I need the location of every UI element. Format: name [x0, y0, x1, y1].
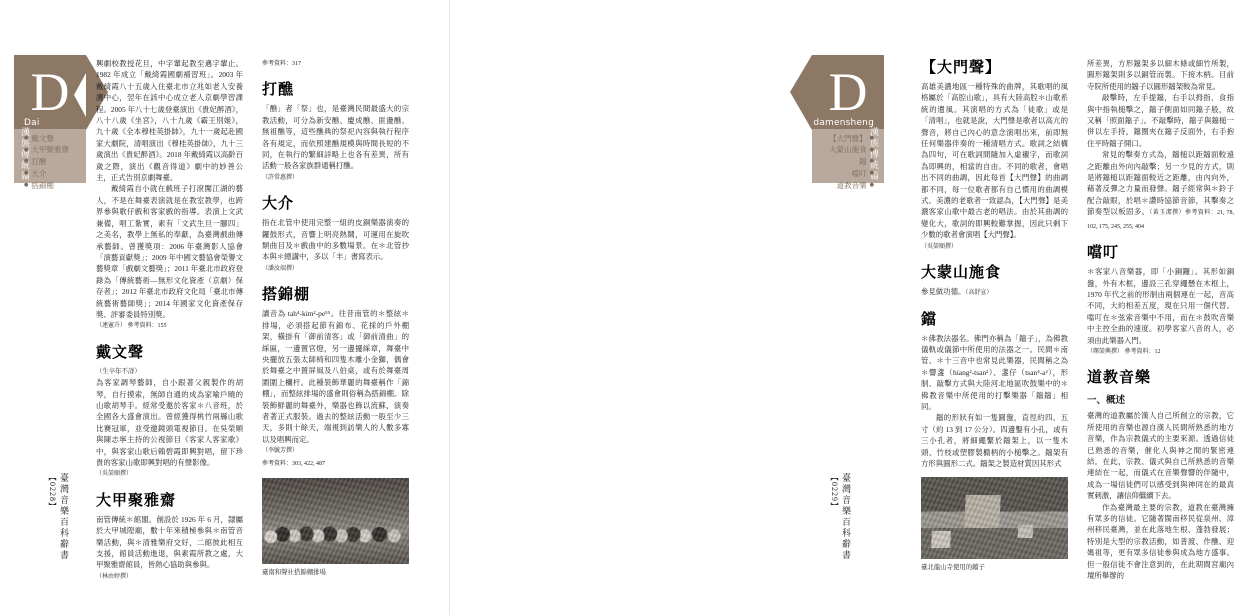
figure-crowd-photo	[262, 478, 409, 577]
running-footer-right	[828, 473, 852, 593]
tab-list-item[interactable]: 噹叮 ●	[806, 168, 874, 180]
book-title: 臺灣音樂百科辭書	[841, 473, 851, 561]
tab-list-item[interactable]: ● 戴文聲	[24, 133, 86, 145]
figure-altar-photo	[921, 477, 1068, 572]
entry-author: （吳榮順撰）	[96, 471, 133, 478]
entry-heading: 大甲聚雅齋	[96, 492, 177, 509]
entry-heading: 噹叮	[1087, 245, 1120, 262]
book-title: 臺灣音樂百科辭書	[59, 473, 69, 561]
entry-author: （潘汝端撰）	[262, 265, 299, 272]
entry-subheading: 一、概述	[1087, 396, 1126, 407]
entry-body: 高雄美濃地區一種特殊的曲牌，其歌唱的風格屬於「高腔山歌」，具有大陸高腔＊山歌系統的遺風。其演唱的方式為「徒歌」或是「清唱」，也就是說，大門聲是歌者以高亢的聲音，將自己內心的意念演唱出來，前即無任何樂器伴奏的一種清唱方式。歌詞之結構為四句，可在歌詞間隨加入虛襯字，而歌詞為即興的，相當的自由。不同的歌者，會唱出不同的曲調，因此每首【大門聲】的曲調都不同，每一位歌者都有自己慣用的曲調模式。美濃的老歌者一致認為，【大門聲】是美濃客家山歌中最古老的唱法。由於其曲調的變化大，歌詞的即興較難掌握，因此只剩下少數的歌者會演唱【大門聲】。	[921, 82, 1068, 240]
tab-list-item[interactable]: ● 大甲聚雅齋	[24, 144, 86, 156]
entry-author: （鄭榮興撰）	[1087, 348, 1124, 355]
entry-body: 指在北管中使用完整一組的皮銅樂器演奏的鑼鼓形式，音響上明亮熱鬧，可運用在旋吹類曲目及＊戲曲中的多數場景。在＊北管抄本與＊總講中，多以「丰」書寫表示。	[262, 218, 409, 262]
continued-paragraph: 戴綺霞自小就在戲班子打滾闖江湖的藝人，不是在舞臺表演就是在教室教學，也跨界參與歌仔戲和客家戲的指導。表演上文武兼備，唱工紮實，素有「文武生旦一腳四」之美名，教學上無私的奉獻，為臺灣戲曲傳承藝師。曾獲獎項：2006 年臺灣影人協會「演藝貢獻獎」；2009 年中國文藝協會榮譽文藝獎章「戲劇文藝獎」；2011 年臺北市政府登錄為「傳統藝術—無形文化資產（京劇）保存者」；2012 年臺北市政府文化局「臺北市傳統藝術藝師獎」；2014 年國家文化資產保存獎、評審委員特別獎。	[96, 184, 243, 319]
photo-image	[921, 477, 1068, 559]
figure-caption: 臺南和聲社搭錦棚排場	[262, 567, 326, 576]
entry-body: 作為臺灣最主要的宗教，道教在臺灣擁有眾多的信徒。它隨著閩南移民從泉州、漳州移民臺灣，並在此落地生根、蓬勃發展；特別是大型的宗教活動，如普渡、作醮、迎媽祖等，更有眾多信徒參與成為地方盛事。但一般信徒不會注意到的，在此期間宮廟內壇所舉辦的	[1087, 502, 1234, 581]
entry-heading: 搭錦棚	[262, 287, 311, 304]
text-column-3	[921, 58, 1068, 572]
entry-body: 為客家調琴藝師，自小跟著父親製作的胡琴，自行摸索，無師自通的成為家喻戶曉的山歌胡琴手。經常受邀於客家＊八音班，於全國各大盛會演出。曾經獲得桃竹兩縣山歌比賽冠軍，並受邀鏡頭電視節目。在吳榮順與陳志寧主持的公視節目《客家人客家歌》中，與客家山歌后賴碧霞即興對唱，留下珍貴的客家山歌即興對唱的有聲影像。	[96, 378, 243, 467]
page-number: 【0228】	[48, 473, 57, 511]
photo-image	[262, 478, 409, 564]
continued-paragraph	[1087, 149, 1234, 233]
photo-grain	[921, 477, 1068, 559]
tab-list-item[interactable]: 鐺 ●	[806, 156, 874, 168]
tab-entry-list-right	[806, 118, 874, 191]
entry-author: （高舒宣）	[965, 290, 993, 297]
entry-author: （黃玉潔撰）	[1149, 210, 1185, 217]
entry-cross-reference: 參見做功德。	[921, 287, 966, 297]
tab-section-label-right: 漢族傳統篇	[868, 127, 878, 182]
entry-heading: 鐺	[921, 311, 938, 328]
entry-reference: 參考資料：12	[1124, 348, 1161, 355]
entry-author: （連憲升）	[96, 323, 127, 330]
entry-reference: 參考資料：21, 78, 102, 175, 245, 255, 404	[1087, 210, 1234, 230]
continued-paragraph: 敲擊時，左手提鐺，右手以拇指、食指與中指執槌擊之，鐺子側面如同鐺子般，故又稱「照面鐺子」。不敲擊時，鐺子與鐺槌一併以左手持，鐺圈夾在鐺子反面外，右手抱住平時鐺子開口。	[1087, 93, 1234, 148]
tab-section-label-left: 漢族傳統篇	[19, 127, 29, 182]
entry-body	[921, 286, 1068, 299]
entry-body: 讀音為 tah⁴-kim²-pe⁵⁵。往昔南管的＊整絃＊排場，必須搭起節有錦布、花採的戶外棚架，橫掛有「御前清客」或「御前清曲」的綵匾，一邊置宮燈，另一邊擺綵章，舞臺中央擺放五張太師椅和四隻木雕小金獅，偶會於舞臺之中置屏風及八伯桌，或有於舞臺周圍圍上欄杆。此種裝飾華麗的舞臺稱作「錦棚」，而整絃排場的盛會則俗稱為搭錦棚。除裝飾鮮麗的舞臺外，樂器也飾以流蘇，演奏者著正式服裝。過去的整絃活動一般至少三天，多則十餘天，端視到訪樂人的人數多寡以及唱興而定。	[262, 309, 409, 444]
tab-letter-left: D	[30, 62, 70, 122]
tab-list-item[interactable]: 道教音樂 ●	[806, 180, 874, 192]
entry-body: ＊客家八音樂器，即「小銅鑼」。其形如銅盤，外有木框，邊設三孔穿繩懸在木框上，1970 年代之前的形制由兩個連在一起，音高不同，大約相差五度，現在只用一個代替。噹叮在＊弦索音樂中不用，而在＊鼓吹音樂中主控全曲的速度。初學客家八音的人，必須由此樂器入門。	[1087, 267, 1234, 345]
page-number: 【0229】	[830, 473, 839, 511]
continued-paragraph: 興劇校教授花旦，中字輩起教至邁字輩止。1982 年成立「戴綺霞國劇補習班」。2003 年戴綺霞八十五歲入住臺北市立兆如老人安養護中心，翌年在該中心成立老人京劇學習課程。2005 年八十七歲登臺演出《貴妃醉酒》，八十八歲《坐宮》，八十九歲《霸王別姬》，九十歲《全本穆桂英掛帥》，九十一歲起赴國家大劇院，清唱演出《穆桂英掛帥》，九十三歲演出《貴妃醉酒》。2018 年戴綺霞以高齡百歲之際，演出《觀音得道》劇中的妙善公主，正式告別京劇舞臺。	[96, 59, 243, 183]
entry-body: ＊佛教法器名。佛門亦稱為「鐺子」，為佛教儀軌或儀節中所使用的法器之一。民間＊南管、＊十三音中也常見此樂器，民間稱之為＊響盞（hiang²-tsan²）、盞仔（tsan⁴-a²），形制、敲擊方式與大陸河北地區吹鼓樂中的＊佛教音樂中所使用的打擊樂器「鐺鐺」相同。	[921, 333, 1068, 411]
entry-heading: 戴文聲	[96, 344, 145, 361]
entry-dates: （生卒年不詳）	[96, 367, 141, 375]
text-column-2	[262, 58, 409, 577]
tab-pinyin-right: damensheng	[813, 118, 874, 128]
entry-heading: 大介	[262, 196, 295, 213]
tab-list-item[interactable]: 大蒙山施食 ●	[806, 144, 874, 156]
entry-author: （吳榮順撰）	[921, 243, 958, 250]
entry-author: （許常惠撰）	[262, 174, 299, 181]
tab-pinyin-left: Dai	[24, 118, 40, 128]
entry-reference: 參考資料：155	[127, 323, 167, 330]
entry-meta	[96, 321, 243, 332]
tab-list-item[interactable]: 【大門聲】 ●	[806, 133, 874, 145]
entry-heading: 【大門聲】	[921, 60, 1002, 76]
running-footer-left	[46, 473, 70, 593]
tab-letter-right: D	[828, 62, 868, 122]
right-page	[449, 0, 1234, 615]
tab-list-item[interactable]: ● 大介	[24, 168, 86, 180]
left-page	[0, 0, 449, 615]
entry-author: （林由婷撰）	[96, 573, 133, 580]
figure-caption: 臺北龍山寺使用的鐺子	[921, 563, 985, 572]
entry-heading: 打醮	[262, 82, 295, 99]
entry-body: 南管傳統＊館閣。創設於 1926 年 6 月，隸屬於大甲城隍廟，數十年來積極參與＊南管音樂活動，與＊清雅樂府交好，二館彼此相互支援，館員活動進退，與素霞所教之處，大甲聚雅齋館員，皆熱心協助與參與。	[96, 514, 243, 570]
entry-body: 「醮」者「祭」也，是臺灣民間最盛大的宗教活動，可分為新安醮、慶成醮、匪盪醮、無祖醮等，這些醮典的祭祀內容與執行程序各有規定，而依照建醮規模與時間長短的不同，在執行的繁細詳略上也各有差異，所有活動一般各家族群通稱打醮。	[262, 104, 409, 171]
entry-body: 臺灣的道教屬於漢人自己所創立的宗教，它所使用的音樂也源自漢人民間所熟悉的地方音樂，作為宗教儀式的主要來源。透過信徒已熟悉的音樂，催化人與神之間的緊密連結。在此，宗教、儀式與自己所熟悉的音樂連結在一起，而儀式在音樂聲響的伴隨中，成為一場信徒們可以感受到與神同在的最真實刺激，讓信仰繼續下去。	[1087, 411, 1234, 501]
text-column-1	[96, 58, 243, 583]
continued-paragraph: 所差異，方形鐺架多以細木條或細竹所製，圓形鐺架則多以銅管而製。下接木柄。目前寺院所使用的鐺子以圓形鐺架較為常見。	[1087, 59, 1234, 91]
paragraph-text: 常見的擊奏方式為，鐺槌以距鐺面較遠之距離由外向內敲擊；另一少見的方式，則是將鐺槌以距鐺面較近之距離，由內向外，藉著反彈之力量而發聲。鐺子經常與＊鈴子配合敲眼，於唱＊讚時協節音節，其擊奏之節奏型以板固多。	[1087, 150, 1234, 217]
entry-heading: 道教音樂	[1087, 370, 1152, 387]
text-column-4	[1087, 58, 1234, 581]
entry-author: （李毓芳撰）	[262, 448, 299, 455]
tab-list-item[interactable]: ● 打醮	[24, 156, 86, 168]
entry-reference: 參考資料：303, 422, 487	[262, 460, 326, 467]
tab-list-item[interactable]: ● 搭錦棚	[24, 180, 86, 192]
entry-body: 鐺的形狀有如一隻圓盤，直徑約四、五寸（約 13 到 17 公分）。四邊鑿有小孔，或有三小孔者，將細繩繫於鐺架上，以一隻木頭、竹枝或塑膠製橢柄的小槌擊之。鐺架有方形與圓形二式。鐺架之製造材質因其形式	[921, 413, 1068, 468]
entry-reference: 參考資料：317	[262, 61, 302, 67]
tab-entry-list-left	[24, 118, 86, 191]
entry-heading: 大蒙山施食	[921, 265, 1002, 282]
photo-grain	[262, 478, 409, 564]
